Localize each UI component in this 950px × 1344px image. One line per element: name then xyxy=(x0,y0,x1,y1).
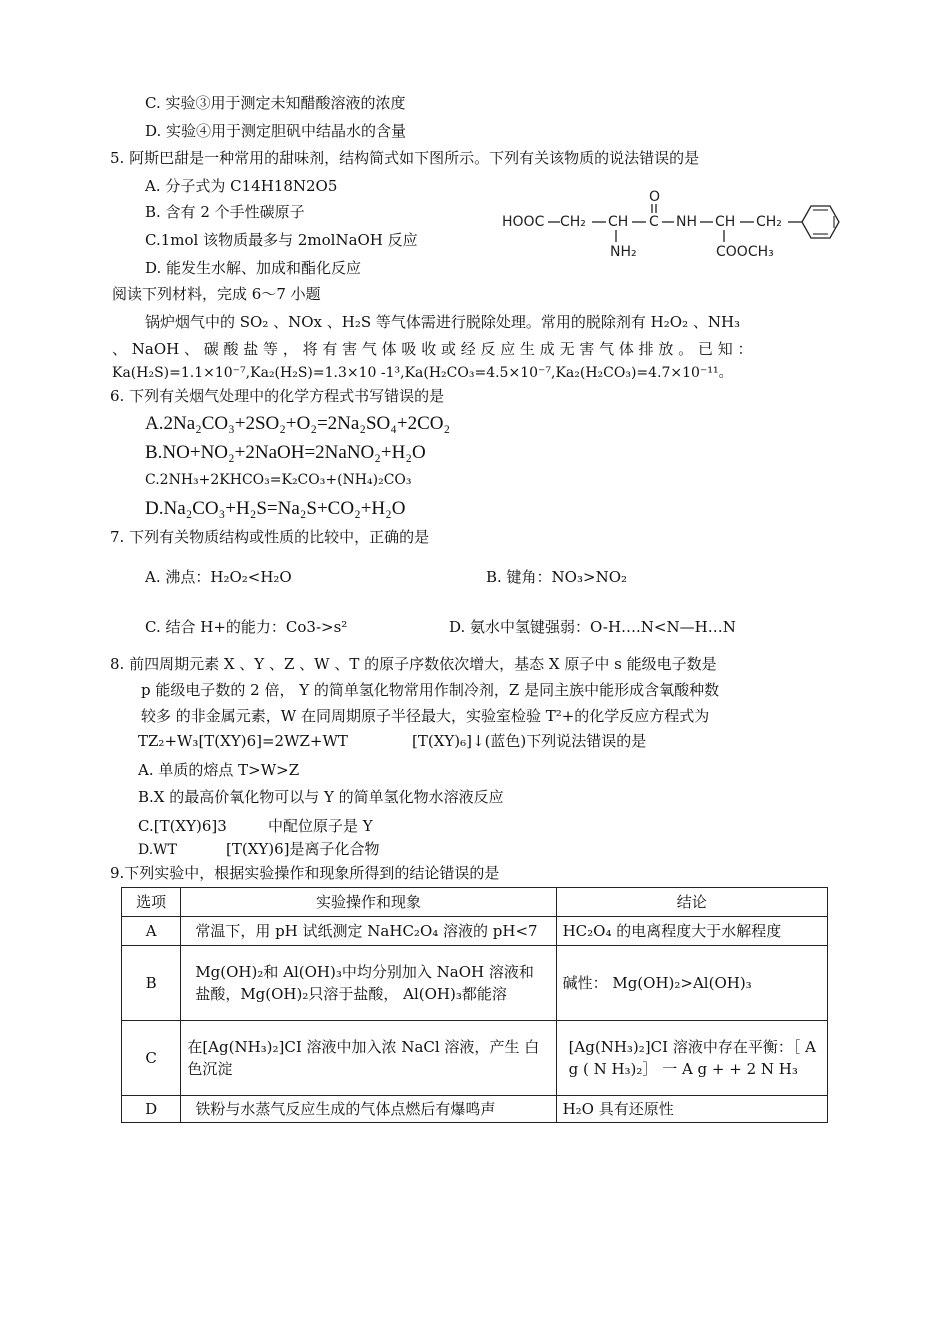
table-row xyxy=(122,1096,828,1123)
q7-option-b: B. 键角：NO₃>NO₂ xyxy=(486,568,627,586)
q9-table xyxy=(121,887,828,1123)
reading-para-1: 锅炉烟气中的 SO₂ 、NOx 、H₂S 等气体需进行脱除处理。常用的脱除剂有 H₂O₂ 、NH₃ xyxy=(145,313,741,331)
q8-option-d-formula: D.WT xyxy=(138,842,177,858)
q7-option-d: D. 氨水中氢键强弱：O-H….N<N—H…N xyxy=(449,618,736,636)
q4-option-d: D. 实验④用于测定胆矾中结晶水的含量 xyxy=(145,122,407,140)
row-operation: 常温下，用 pH 试纸测定 NaHC₂O₄ 溶液的 pH<7 xyxy=(181,917,556,946)
group-ch2-a: CH₂ xyxy=(560,214,586,230)
row-option: A xyxy=(122,917,181,946)
row-option: B xyxy=(122,946,181,1021)
q6-option-d: D.Na₂CO₃+H₂S=Na₂S+CO₂+H₂O xyxy=(145,498,406,519)
q8-line-2: p 能级电子数的 2 倍， Y 的简单氢化物常用作制冷剂，Z 是同主族中能形成含氧酸种数 xyxy=(141,681,720,699)
row-option: D xyxy=(122,1096,181,1123)
q8-line-1: 8. 前四周期元素 X 、Y 、Z 、W 、T 的原子序数依次增大，基态 X 原子中 s 能级电子数是 xyxy=(110,655,717,673)
table-header-row xyxy=(122,888,828,917)
row-option: C xyxy=(122,1021,181,1096)
q8-line-3: 较多 的非金属元素，W 在同周期原子半径最大，实验室检验 T²+的化学反应方程式为 xyxy=(141,707,710,725)
q8-line-4: [T(XY)₆]↓(蓝色)下列说法错误的是 xyxy=(412,732,647,750)
group-c: C xyxy=(649,214,659,230)
q8-option-d-text: [T(XY)6]是离子化合物 xyxy=(226,840,380,858)
row-operation: Mg(OH)₂和 Al(OH)₃中均分别加入 NaOH 溶液和 盐酸，Mg(OH)₂只溶于盐酸， Al(OH)₃都能溶 xyxy=(181,946,556,1021)
header-operation: 实验操作和现象 xyxy=(181,888,556,917)
table-row xyxy=(122,946,828,1021)
q8-equation: TZ₂+W₃[T(XY)6]=2WZ+WT xyxy=(138,732,348,750)
group-cooch3: COOCH₃ xyxy=(716,244,774,260)
group-nh2: NH₂ xyxy=(610,244,637,260)
q8-option-b: B.X 的最高价氧化物可以与 Y 的简单氢化物水溶液反应 xyxy=(138,788,504,806)
q6-option-b: B.NO+NO₂+2NaOH=2NaNO₂+H₂O xyxy=(145,442,426,463)
q6-option-c: C.2NH₃+2KHCO₃=K₂CO₃+(NH₄)₂CO₃ xyxy=(145,472,412,488)
q5-option-b: B. 含有 2 个手性碳原子 xyxy=(145,203,305,221)
group-ch: CH xyxy=(608,214,629,230)
group-ch2-b: CH₂ xyxy=(756,214,782,230)
group-hooc: HOOC xyxy=(502,214,545,230)
header-conclusion: 结论 xyxy=(556,888,827,917)
q6-option-a: A.2Na₂CO₃+2SO₂+O₂=2Na₂SO₄+2CO₂ xyxy=(145,413,451,434)
q5-option-a: A. 分子式为 C14H18N2O5 xyxy=(145,177,338,195)
q5-option-c: C.1mol 该物质最多与 2molNaOH 反应 xyxy=(145,231,418,249)
q9-stem: 9.下列实验中，根据实验操作和现象所得到的结论错误的是 xyxy=(110,864,500,882)
q8-option-c-text: 中配位原子是 Y xyxy=(268,817,373,835)
q5-option-d: D. 能发生水解、加成和酯化反应 xyxy=(145,259,362,277)
row-conclusion: H₂O 具有还原性 xyxy=(556,1096,827,1123)
table-row xyxy=(122,917,828,946)
row-operation: 在[Ag(NH₃)₂]CI 溶液中加入浓 NaCl 溶液，产生 白色沉淀 xyxy=(181,1021,556,1096)
reading-para-3: Ka(H₂S)=1.1×10⁻⁷,Ka₂(H₂S)=1.3×10 -1³,Ka(H₂CO₃=4.5×10⁻⁷,Ka₂(H₂CO₃)=4.7×10⁻¹¹。 xyxy=(112,365,733,381)
group-nh: NH xyxy=(676,214,697,230)
group-ch-2: CH xyxy=(715,214,736,230)
q8-option-c-formula: C.[T(XY)6]3 xyxy=(138,817,227,835)
q4-option-c: C. 实验③用于测定未知醋酸溶液的浓度 xyxy=(145,94,406,112)
reading-para-2: 、 NaOH 、 碳 酸 盐 等 ， 将 有 害 气 体 吸 收 或 经 反 应 生 成 无 害 气 体 排 放 。 已 知 ： xyxy=(112,340,753,358)
table-row xyxy=(122,1021,828,1096)
row-conclusion: 碱性： Mg(OH)₂>Al(OH)₃ xyxy=(556,946,827,1021)
row-operation: 铁粉与水蒸气反应生成的气体点燃后有爆鸣声 xyxy=(181,1096,556,1123)
group-o: O xyxy=(649,189,661,205)
q6-stem: 6. 下列有关烟气处理中的化学方程式书写错误的是 xyxy=(110,387,445,405)
header-option: 选项 xyxy=(122,888,181,917)
row-conclusion: HC₂O₄ 的电离程度大于水解程度 xyxy=(556,917,827,946)
row-conclusion: [Ag(NH₃)₂]CI 溶液中存在平衡：［ A g ( N H₃)₂］ 一 A g + + 2 N H₃ xyxy=(556,1021,827,1096)
q8-option-a: A. 单质的熔点 T>W>Z xyxy=(138,761,300,779)
reading-intro: 阅读下列材料，完成 6～7 小题 xyxy=(112,285,321,303)
q7-option-a: A. 沸点：H₂O₂<H₂O xyxy=(145,568,292,586)
q5-stem: 5. 阿斯巴甜是一种常用的甜味剂，结构简式如下图所示。下列有关该物质的说法错误的是 xyxy=(110,149,700,167)
q7-option-c: C. 结合 H+的能力：Co3->s² xyxy=(145,618,348,636)
aspartame-structure xyxy=(498,186,848,266)
q7-stem: 7. 下列有关物质结构或性质的比较中，正确的是 xyxy=(110,528,430,546)
